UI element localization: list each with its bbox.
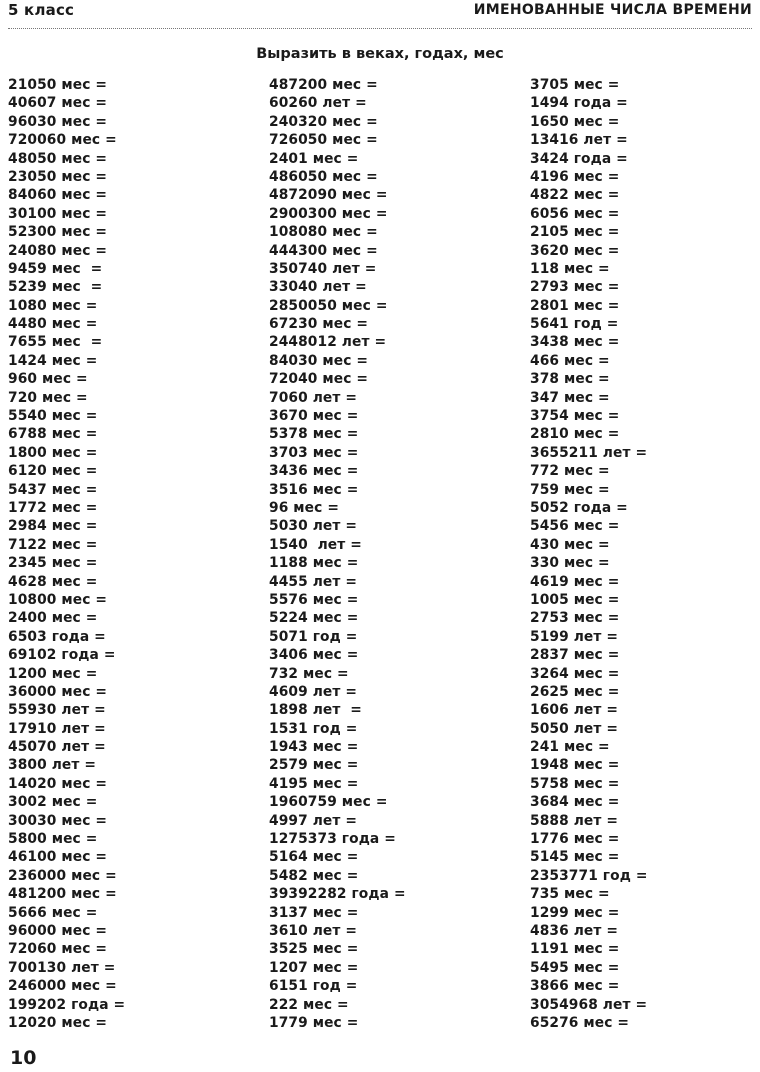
exercise-item: 3705 мес =: [530, 77, 620, 93]
exercise-item: 7122 мес =: [8, 536, 98, 553]
exercise-item: 2401 мес =: [269, 150, 359, 167]
exercise-item: 1005 мес =: [530, 591, 620, 608]
exercise-item: 726050 мес =: [269, 132, 378, 149]
exercise-item: 4195 мес =: [269, 775, 359, 792]
exercise-item: 96 мес =: [269, 499, 339, 516]
exercise-item: 5456 мес =: [530, 518, 620, 535]
exercise-item: 1948 мес =: [530, 757, 620, 774]
exercise-item: 23050 мес =: [8, 168, 108, 185]
exercise-item: 5495 мес =: [530, 959, 620, 976]
exercise-item: 17910 лет =: [8, 720, 106, 737]
exercise-item: 3866 мес =: [530, 978, 620, 995]
exercise-item: 1898 лет =: [269, 702, 362, 719]
exercise-item: 5666 мес =: [8, 904, 98, 921]
exercise-item: 444300 мес =: [269, 242, 378, 259]
exercise-item: 3800 лет =: [8, 757, 97, 774]
exercise-column-2: [269, 76, 406, 1032]
exercise-item: 4836 лет =: [530, 922, 619, 939]
exercise-column-3: [530, 76, 648, 1032]
exercise-item: 1191 мес =: [530, 941, 620, 958]
exercise-item: 4480 мес =: [8, 316, 98, 333]
exercise-item: 1650 мес =: [530, 113, 620, 130]
exercise-item: 4196 мес =: [530, 168, 620, 185]
exercise-item: 240320 мес =: [269, 113, 378, 130]
exercise-item: 2810 мес =: [530, 426, 620, 443]
exercise-item: 3438 мес =: [530, 334, 620, 351]
exercise-item: 2850050 мес =: [269, 297, 388, 314]
exercise-item: 1776 мес =: [530, 831, 620, 848]
exercise-item: 2400 мес =: [8, 610, 98, 627]
exercise-item: 5052 года =: [530, 499, 628, 516]
exercise-item: 5482 мес =: [269, 867, 359, 884]
exercise-item: 1531 год =: [269, 720, 358, 737]
exercise-item: 199202 года =: [8, 996, 126, 1013]
exercise-item: 7655 мес =: [8, 334, 103, 351]
exercise-item: 772 мес =: [530, 463, 610, 480]
page-number: 10: [10, 1047, 37, 1069]
exercise-item: 6503 года =: [8, 628, 106, 645]
exercise-item: 3406 мес =: [269, 647, 359, 664]
exercise-item: 347 мес =: [530, 389, 610, 406]
exercise-item: 4628 мес =: [8, 573, 98, 590]
exercise-item: 222 мес =: [269, 996, 349, 1013]
exercise-item: 3264 мес =: [530, 665, 620, 682]
exercise-item: 46100 мес =: [8, 849, 108, 866]
exercise-item: 45070 лет =: [8, 739, 106, 756]
exercise-item: 3655211 лет =: [530, 444, 648, 461]
exercise-item: 3703 мес =: [269, 444, 359, 461]
exercise-item: 4872090 мес =: [269, 187, 388, 204]
exercise-item: 2579 мес =: [269, 757, 359, 774]
exercise-item: 330 мес =: [530, 555, 610, 572]
exercise-item: 5050 лет =: [530, 720, 619, 737]
exercise-item: 5164 мес =: [269, 849, 359, 866]
exercise-item: 2753 мес =: [530, 610, 620, 627]
exercise-item: 84060 мес =: [8, 187, 108, 204]
exercise-item: 3754 мес =: [530, 408, 620, 425]
exercise-item: 5641 год =: [530, 316, 619, 333]
exercise-item: 118 мес =: [530, 260, 610, 277]
exercise-item: 5030 лет =: [269, 518, 358, 535]
exercise-item: 2353771 год =: [530, 867, 648, 884]
exercise-item: 5199 лет =: [530, 628, 619, 645]
exercise-item: 241 мес =: [530, 739, 610, 756]
exercise-item: 4997 лет =: [269, 812, 358, 829]
exercise-item: 6151 год =: [269, 978, 358, 995]
exercise-item: 84030 мес =: [269, 352, 369, 369]
header-divider: [8, 28, 752, 29]
exercise-item: 236000 мес =: [8, 867, 117, 884]
exercise-item: 1772 мес =: [8, 499, 98, 516]
exercise-item: 4455 лет =: [269, 573, 358, 590]
exercise-item: 72060 мес =: [8, 941, 108, 958]
exercise-item: 13416 лет =: [530, 132, 628, 149]
exercise-item: 378 мес =: [530, 371, 610, 388]
exercise-item: 96030 мес =: [8, 113, 108, 130]
exercise-item: 3620 мес =: [530, 242, 620, 259]
exercise-item: 1188 мес =: [269, 555, 359, 572]
exercise-column-1: [8, 76, 125, 1032]
exercise-item: 96000 мес =: [8, 922, 108, 939]
exercise-item: 466 мес =: [530, 352, 610, 369]
exercise-item: 960 мес =: [8, 371, 88, 388]
exercise-item: 69102 года =: [8, 647, 116, 664]
exercise-item: 24080 мес =: [8, 242, 108, 259]
exercise-item: 3054968 лет =: [530, 996, 648, 1013]
exercise-item: 2837 мес =: [530, 647, 620, 664]
exercise-item: 4609 лет =: [269, 683, 358, 700]
exercise-item: 246000 мес =: [8, 978, 117, 995]
exercise-item: 1275373 года =: [269, 831, 396, 848]
exercise-item: 3516 мес =: [269, 481, 359, 498]
exercise-item: 1779 мес =: [269, 1014, 359, 1031]
exercise-item: 487200 мес =: [269, 77, 378, 93]
exercise-item: 5071 год =: [269, 628, 358, 645]
exercise-item: 5800 мес =: [8, 831, 98, 848]
exercise-item: 3436 мес =: [269, 463, 359, 480]
exercise-item: 1960759 мес =: [269, 794, 388, 811]
exercise-item: 5145 мес =: [530, 849, 620, 866]
exercise-item: 3424 года =: [530, 150, 628, 167]
exercise-item: 759 мес =: [530, 481, 610, 498]
exercise-item: 2345 мес =: [8, 555, 98, 572]
exercise-item: 9459 мес =: [8, 260, 103, 277]
exercise-item: 6056 мес =: [530, 205, 620, 222]
exercise-item: 6120 мес =: [8, 463, 98, 480]
exercise-item: 48050 мес =: [8, 150, 108, 167]
exercise-item: 1606 лет =: [530, 702, 619, 719]
exercise-item: 5437 мес =: [8, 481, 98, 498]
exercise-item: 3684 мес =: [530, 794, 620, 811]
exercise-item: 10800 мес =: [8, 591, 108, 608]
task-title: Выразить в веках, годах, мес: [256, 46, 504, 62]
exercise-item: 1299 мес =: [530, 904, 620, 921]
page-header: [8, 0, 752, 24]
exercise-item: 6788 мес =: [8, 426, 98, 443]
exercise-item: 1080 мес =: [8, 297, 98, 314]
exercise-item: 12020 мес =: [8, 1014, 108, 1031]
exercise-item: 72040 мес =: [269, 371, 369, 388]
exercise-item: 40607 мес =: [8, 95, 108, 112]
exercise-item: 2105 мес =: [530, 224, 620, 241]
exercise-item: 1207 мес =: [269, 959, 359, 976]
exercise-item: 481200 мес =: [8, 886, 117, 903]
exercise-item: 5239 мес =: [8, 279, 103, 296]
exercise-item: 67230 мес =: [269, 316, 369, 333]
exercise-item: 1200 мес =: [8, 665, 98, 682]
exercise-item: 39392282 года =: [269, 886, 406, 903]
topic-title: ИМЕНОВАННЫЕ ЧИСЛА ВРЕМЕНИ: [473, 2, 752, 18]
exercise-item: 65276 мес =: [530, 1014, 630, 1031]
exercise-item: 2801 мес =: [530, 297, 620, 314]
exercise-item: 700130 лет =: [8, 959, 116, 976]
exercise-item: 33040 лет =: [269, 279, 367, 296]
exercise-item: 52300 мес =: [8, 224, 108, 241]
exercise-item: 430 мес =: [530, 536, 610, 553]
exercise-item: 2448012 лет =: [269, 334, 387, 351]
exercise-item: 2984 мес =: [8, 518, 98, 535]
exercise-item: 3670 мес =: [269, 408, 359, 425]
exercise-item: 55930 лет =: [8, 702, 106, 719]
grade-label: 5 класс: [8, 1, 75, 19]
exercise-item: 30100 мес =: [8, 205, 108, 222]
exercise-item: 5888 лет =: [530, 812, 619, 829]
exercise-item: 4822 мес =: [530, 187, 620, 204]
exercise-item: 720060 мес =: [8, 132, 117, 149]
exercise-item: 350740 лет =: [269, 260, 377, 277]
exercise-item: 5224 мес =: [269, 610, 359, 627]
exercise-item: 3610 лет =: [269, 922, 358, 939]
exercise-item: 5378 мес =: [269, 426, 359, 443]
exercise-item: 1424 мес =: [8, 352, 98, 369]
exercise-item: 108080 мес =: [269, 224, 378, 241]
exercise-item: 21050 мес =: [8, 77, 108, 93]
exercise-item: 1540 лет =: [269, 536, 362, 553]
exercise-item: 732 мес =: [269, 665, 349, 682]
exercise-item: 735 мес =: [530, 886, 610, 903]
exercise-item: 5758 мес =: [530, 775, 620, 792]
exercise-item: 1943 мес =: [269, 739, 359, 756]
exercise-item: 5540 мес =: [8, 408, 98, 425]
exercise-item: 7060 лет =: [269, 389, 358, 406]
exercise-item: 36000 мес =: [8, 683, 108, 700]
exercise-item: 3525 мес =: [269, 941, 359, 958]
exercise-item: 2900300 мес =: [269, 205, 388, 222]
exercise-item: 60260 лет =: [269, 95, 367, 112]
exercise-item: 30030 мес =: [8, 812, 108, 829]
exercise-item: 2793 мес =: [530, 279, 620, 296]
exercise-item: 5576 мес =: [269, 591, 359, 608]
exercise-item: 14020 мес =: [8, 775, 108, 792]
exercise-item: 1494 года =: [530, 95, 628, 112]
exercise-item: 3002 мес =: [8, 794, 98, 811]
exercise-item: 3137 мес =: [269, 904, 359, 921]
exercise-item: 4619 мес =: [530, 573, 620, 590]
exercise-item: 1800 мес =: [8, 444, 98, 461]
exercise-item: 720 мес =: [8, 389, 88, 406]
exercise-item: 2625 мес =: [530, 683, 620, 700]
exercise-item: 486050 мес =: [269, 168, 378, 185]
